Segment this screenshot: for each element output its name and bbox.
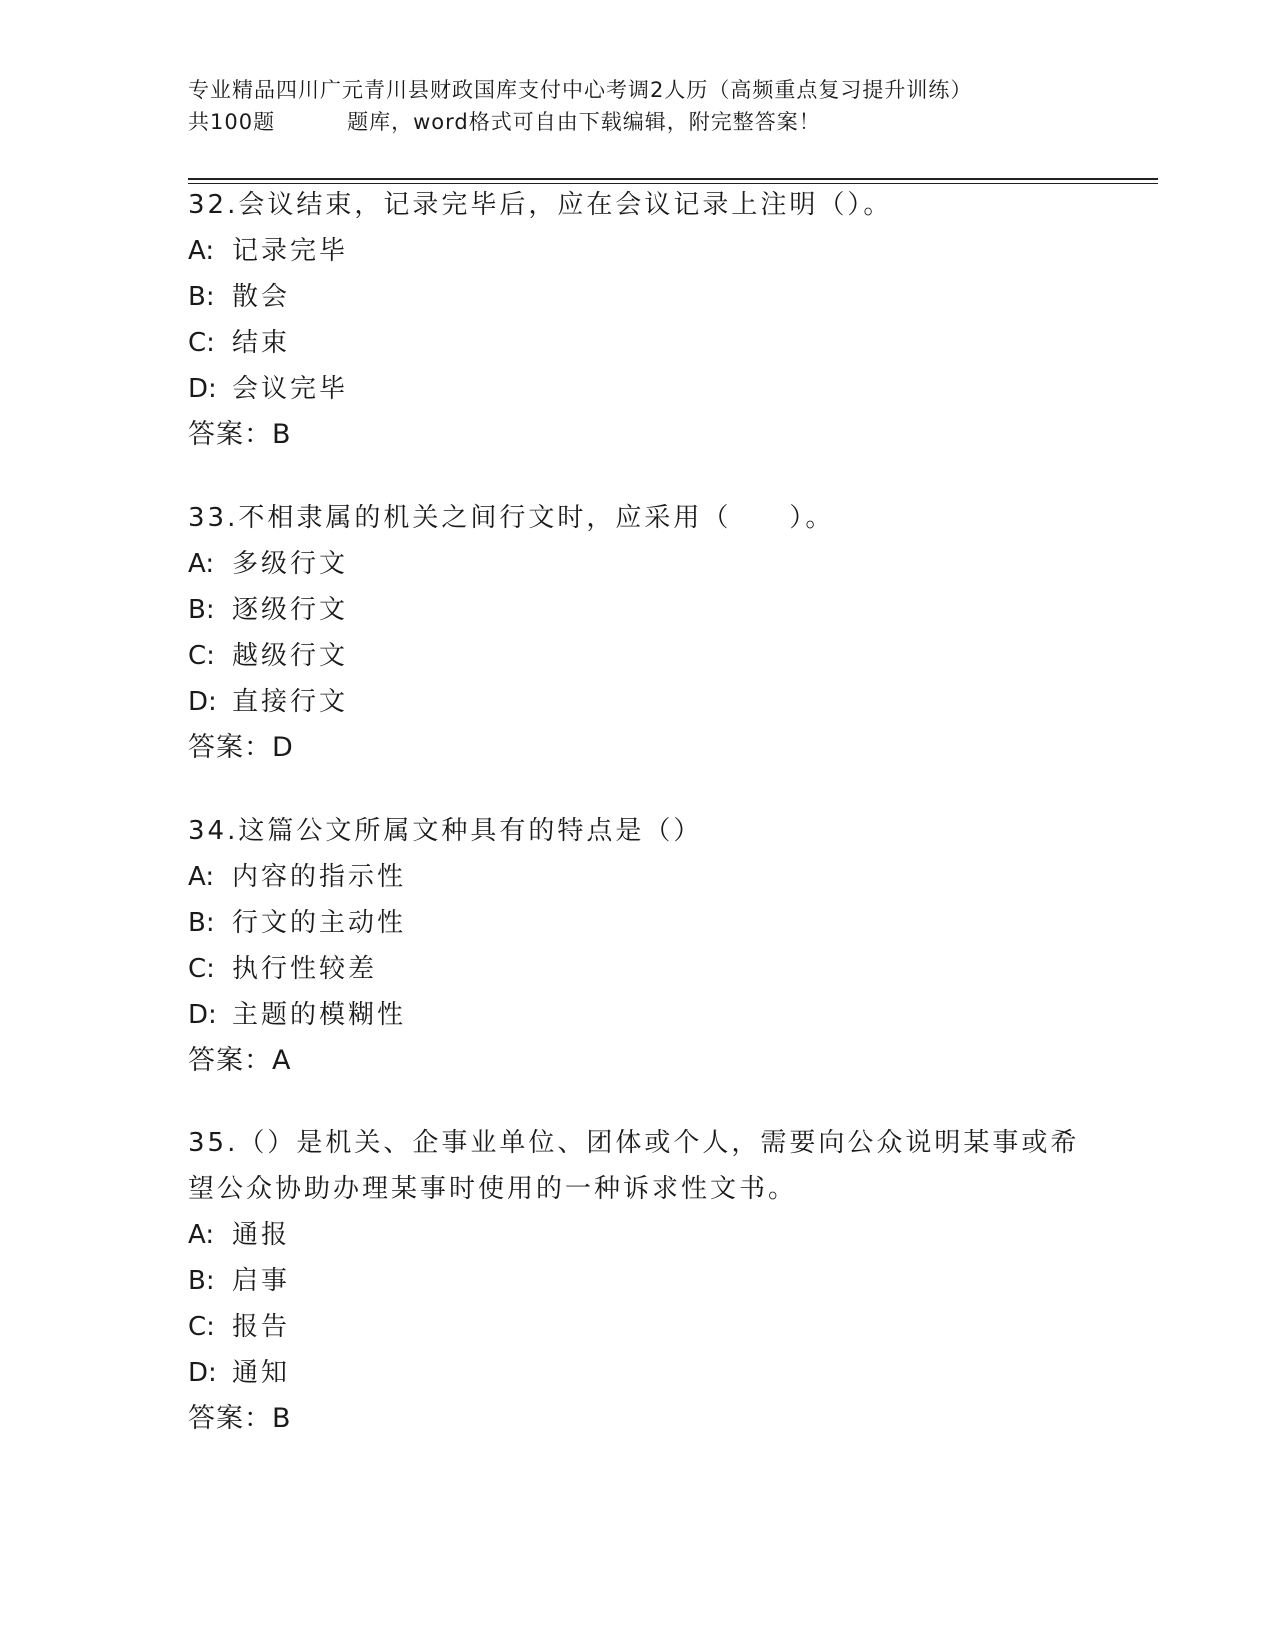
option-d <box>188 1350 1088 1396</box>
option-d <box>188 992 1088 1038</box>
option-key: A: <box>188 862 215 892</box>
question-stem: 32.会议结束，记录完毕后，应在会议记录上注明（）。 <box>188 190 893 220</box>
option-text: 主题的模糊性 <box>232 1000 407 1030</box>
option-text: 启事 <box>232 1266 291 1296</box>
option-text: 直接行文 <box>232 687 349 717</box>
option-key: D: <box>188 687 217 717</box>
header-subtitle <box>188 106 1088 138</box>
question-34 <box>188 808 1088 1084</box>
option-b <box>188 1258 1088 1304</box>
option-text: 通知 <box>232 1358 291 1388</box>
question-35 <box>188 1120 1088 1442</box>
option-key: D: <box>188 374 217 404</box>
option-text: 逐级行文 <box>232 595 349 625</box>
option-c <box>188 946 1088 992</box>
option-key: A: <box>188 549 215 579</box>
option-key: A: <box>188 1220 215 1250</box>
option-d <box>188 366 1088 412</box>
question-stem: 33.不相隶属的机关之间行文时，应采用（ ）。 <box>188 503 835 533</box>
option-c <box>188 320 1088 366</box>
option-a <box>188 541 1088 587</box>
option-d <box>188 679 1088 725</box>
option-text: 执行性较差 <box>232 954 378 984</box>
answer: 答案：D <box>188 732 294 763</box>
option-a <box>188 228 1088 274</box>
header-divider-thick <box>188 178 1158 180</box>
option-key: D: <box>188 1000 217 1030</box>
option-text: 越级行文 <box>232 641 349 671</box>
option-b <box>188 587 1088 633</box>
option-key: B: <box>188 908 215 938</box>
header-description: 题库，word格式可自由下载编辑，附完整答案！ <box>347 110 821 134</box>
answer: 答案：A <box>188 1045 292 1076</box>
document-header <box>188 74 1088 138</box>
option-key: C: <box>188 328 215 358</box>
option-text: 内容的指示性 <box>232 862 407 892</box>
option-text: 结束 <box>232 328 291 358</box>
option-text: 记录完毕 <box>232 236 349 266</box>
question-32 <box>188 182 1088 458</box>
option-text: 通报 <box>232 1220 291 1250</box>
option-c <box>188 1304 1088 1350</box>
header-title: 专业精品四川广元青川县财政国库支付中心考调2人历（高频重点复习提升训练） <box>188 78 973 102</box>
option-text: 会议完毕 <box>232 374 349 404</box>
option-text: 多级行文 <box>232 549 349 579</box>
option-a <box>188 854 1088 900</box>
option-key: A: <box>188 236 215 266</box>
option-b <box>188 274 1088 320</box>
option-key: D: <box>188 1358 217 1388</box>
answer: 答案：B <box>188 419 292 450</box>
header-question-count: 共100题 <box>188 110 276 134</box>
question-33 <box>188 495 1088 771</box>
option-key: B: <box>188 1266 215 1296</box>
option-key: C: <box>188 954 215 984</box>
question-stem: 35.（）是机关、企事业单位、团体或个人，需要向公众说明某事或希望公众协助办理某事时使用的一种诉求性文书。 <box>188 1128 1080 1204</box>
option-text: 报告 <box>232 1312 291 1342</box>
option-key: C: <box>188 1312 215 1342</box>
option-text: 散会 <box>232 282 291 312</box>
option-text: 行文的主动性 <box>232 908 407 938</box>
option-key: C: <box>188 641 215 671</box>
answer: 答案：B <box>188 1403 292 1434</box>
option-b <box>188 900 1088 946</box>
option-c <box>188 633 1088 679</box>
question-stem: 34.这篇公文所属文种具有的特点是（） <box>188 816 703 846</box>
option-key: B: <box>188 595 215 625</box>
option-a <box>188 1212 1088 1258</box>
option-key: B: <box>188 282 215 312</box>
